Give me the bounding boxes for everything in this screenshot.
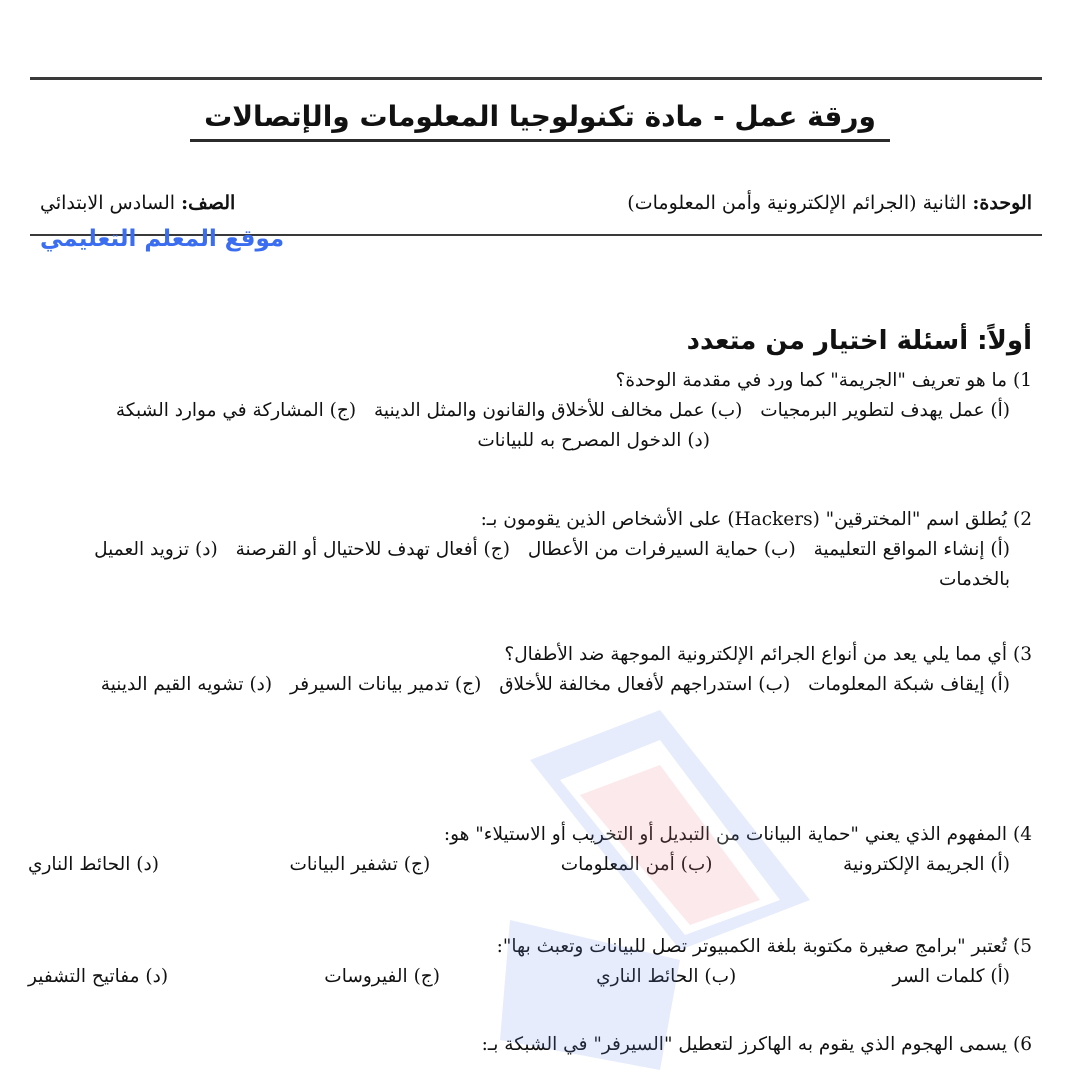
option-d: (د) تشويه القيم الدينية xyxy=(100,674,273,695)
question-text: 4)المفهوم الذي يعني "حماية البيانات من التبديل أو التخريب أو الاستيلاء" هو: xyxy=(28,820,1032,850)
question-number: 6) xyxy=(1013,1034,1032,1055)
title-text: ورقة عمل - مادة تكنولوجيا المعلومات والإتصالات xyxy=(190,100,890,142)
question-number: 1) xyxy=(1013,370,1032,391)
option-b: (ب) استدراجهم لأفعال مخالفة للأخلاق xyxy=(499,674,791,695)
question-text: 6)يسمى الهجوم الذي يقوم به الهاكرز لتعطيل "السيرفر" في الشبكة بـ: xyxy=(28,1030,1032,1060)
option-a: (أ) عمل يهدف لتطوير البرمجيات xyxy=(760,400,1010,421)
top-divider xyxy=(30,77,1042,80)
question-5 xyxy=(28,932,1032,992)
question-number: 2) xyxy=(1013,509,1032,530)
options xyxy=(28,670,1032,700)
question-6 xyxy=(28,1030,1032,1060)
option-c: (ج) أفعال تهدف للاحتيال أو القرصنة xyxy=(235,539,510,560)
question-number: 4) xyxy=(1013,824,1032,845)
option-c: (ج) تدمير بيانات السيرفر xyxy=(290,674,482,695)
option-d: (د) الدخول المصرح به للبيانات xyxy=(477,430,710,451)
worksheet-title xyxy=(0,100,1080,142)
options xyxy=(28,850,1032,880)
logo-watermark-icon xyxy=(470,700,830,1080)
question-number: 5) xyxy=(1013,936,1032,957)
option-c: (ج) الفيروسات xyxy=(324,966,440,987)
unit-value: الثانية (الجرائم الإلكترونية وأمن المعلومات) xyxy=(627,192,967,214)
question-2 xyxy=(28,505,1032,595)
meta-row xyxy=(40,192,1032,222)
option-d: (د) مفاتيح التشفير xyxy=(28,966,169,987)
options xyxy=(28,396,1032,456)
option-d: (د) الحائط الناري xyxy=(28,854,159,875)
option-d: (د) تزويد العميل بالخدمات xyxy=(94,539,1010,590)
question-text: 2)يُطلق اسم "المخترقين" (Hackers) على الأشخاص الذين يقومون بـ: xyxy=(28,505,1032,535)
option-c: (ج) المشاركة في موارد الشبكة xyxy=(115,400,357,421)
option-a: (أ) الجريمة الإلكترونية xyxy=(843,854,1010,875)
options xyxy=(28,535,1032,595)
option-b: (ب) حماية السيرفرات من الأعطال xyxy=(527,539,796,560)
option-b: (ب) الحائط الناري xyxy=(596,966,737,987)
option-a: (أ) كلمات السر xyxy=(892,966,1010,987)
option-a: (أ) إيقاف شبكة المعلومات xyxy=(808,674,1010,695)
unit-info xyxy=(627,192,1032,214)
question-text: 3)أي مما يلي يعد من أنواع الجرائم الإلكترونية الموجهة ضد الأطفال؟ xyxy=(28,640,1032,670)
option-b: (ب) أمن المعلومات xyxy=(560,854,713,875)
question-1 xyxy=(28,366,1032,456)
option-b: (ب) عمل مخالف للأخلاق والقانون والمثل الدينية xyxy=(373,400,743,421)
question-text: 5)تُعتبر "برامج صغيرة مكتوبة بلغة الكمبيوتر تصل للبيانات وتعبث بها": xyxy=(28,932,1032,962)
question-4 xyxy=(28,820,1032,880)
question-number: 3) xyxy=(1013,644,1032,665)
options xyxy=(28,962,1032,992)
grade-value: السادس الابتدائي xyxy=(40,192,176,214)
grade-info xyxy=(40,192,235,214)
unit-label: الوحدة: xyxy=(972,192,1032,214)
question-3 xyxy=(28,640,1032,700)
site-watermark-text: موقع المعلم التعليمي xyxy=(40,226,285,252)
grade-label: الصف: xyxy=(181,192,236,214)
section-heading: أولاً: أسئلة اختيار من متعدد xyxy=(686,326,1032,356)
option-c: (ج) تشفير البيانات xyxy=(289,854,431,875)
option-a: (أ) إنشاء المواقع التعليمية xyxy=(813,539,1010,560)
question-text: 1)ما هو تعريف "الجريمة" كما ورد في مقدمة الوحدة؟ xyxy=(28,366,1032,396)
